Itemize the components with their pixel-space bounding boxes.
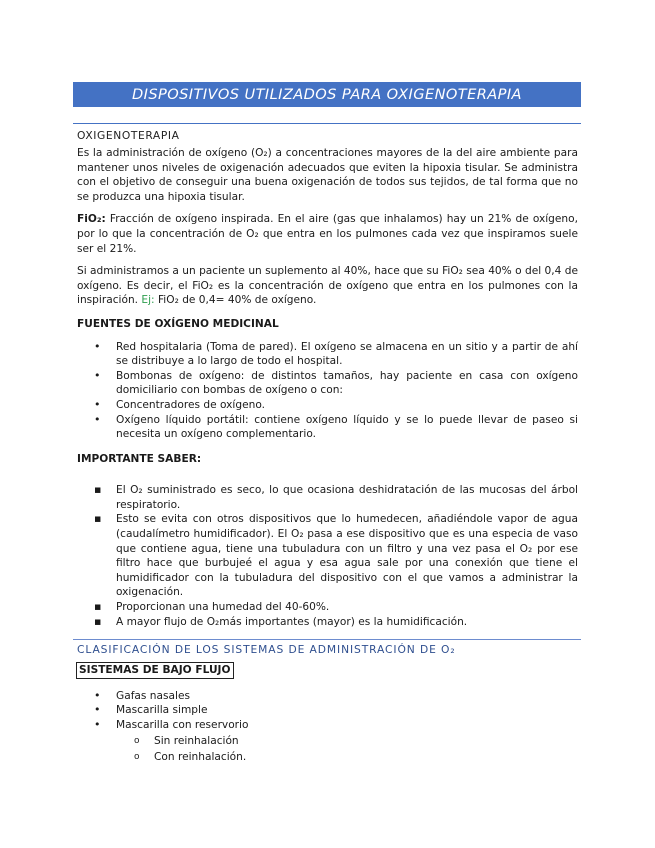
section-divider: [73, 123, 581, 124]
list-item: o Sin reinhalación: [134, 734, 239, 747]
low-flow-heading: SISTEMAS DE BAJO FLUJO: [76, 662, 234, 679]
section-heading-oxigenoterapia: OXIGENOTERAPIA: [77, 129, 180, 142]
list-item: ▪ Proporcionan una humedad del 40-60%.: [94, 600, 330, 614]
list-item: ▪ El O₂ suministrado es seco, lo que ocasiona deshidratación de las mucosas del árbol respiratorio.: [94, 483, 578, 511]
list-item: • Mascarilla simple: [94, 703, 208, 717]
fio2-paragraph: [77, 212, 578, 256]
document-page: [77, 82, 578, 765]
list-item: • Gafas nasales: [94, 688, 191, 702]
list-item: o Con reinhalación.: [134, 750, 247, 763]
low-flow-list: [77, 689, 578, 733]
document-title: DISPOSITIVOS UTILIZADOS PARA OXIGENOTERAPIA: [73, 82, 581, 107]
classification-heading: CLASIFICACIÓN DE LOS SISTEMAS DE ADMINISTRACIÓN DE O₂: [77, 643, 456, 657]
list-item: • Red hospitalaria (Toma de pared). El oxígeno se almacena en un sitio y a partir de ahí se distribuye a lo largo de todo el hospital.: [94, 339, 578, 368]
supplement-text: Si administramos a un paciente un suplemento al 40%, hace que su FiO₂ sea 40% o del 0,4 de oxígeno. Es decir, el FiO₂ es la concentración de oxígeno que entra en los pulmones con la inspiración.: [77, 265, 578, 307]
section-divider: [73, 639, 581, 640]
list-item: • Bombonas de oxígeno: de distintos tamaños, hay paciente en casa con oxígeno domiciliario con bombas de oxígeno o con:: [94, 368, 578, 397]
list-item: ▪ A mayor flujo de O₂más importantes (mayor) es la humidificación.: [94, 614, 468, 628]
supplement-paragraph: [77, 264, 578, 308]
list-item: • Oxígeno líquido portátil: contiene oxígeno líquido y se lo puede llevar de paseo si necesita un oxígeno complementario.: [94, 412, 578, 441]
example-label: Ej:: [141, 294, 155, 307]
definition-paragraph: Es la administración de oxígeno (O₂) a concentraciones mayores de la del aire ambiente para mantener unos niveles de oxigenación adecuados que eviten la hipoxia tisular. Se administra con el objetivo de conseguir una buena oxigenación de todos sus tejidos, de tal forma que no se produzca una hipoxia tisular.: [77, 147, 578, 203]
important-list: [77, 483, 578, 629]
fio2-term: FiO₂:: [77, 213, 106, 226]
list-item: • Concentradores de oxígeno.: [94, 397, 265, 411]
important-heading: IMPORTANTE SABER:: [77, 452, 202, 465]
reservoir-sublist: [77, 733, 578, 765]
example-text: FiO₂ de 0,4= 40% de oxígeno.: [154, 294, 317, 307]
list-item: ▪ Esto se evita con otros dispositivos que lo humedecen, añadiéndole vapor de agua (caudalímetro humidificador). El O₂ pasa a ese dispositivo que es una especia de vaso que contiene agua, tiene una tubuladura con un filtro y una vez pasa el O₂ por ese filtro hace que burbujeé el agua y esa agua sale por una conexión que tiene el humidificador con la tubuladura del dispositivo con el que vamos a administrar la oxigenación.: [94, 512, 578, 599]
fio2-text: Fracción de oxígeno inspirada. En el aire (gas que inhalamos) hay un 21% de oxígeno, por lo que la concentración de O₂ que entra en los pulmones cada vez que inspiramos suele ser el 21%.: [77, 213, 578, 255]
sources-heading: FUENTES DE OXÍGENO MEDICINAL: [77, 317, 279, 330]
list-item: • Mascarilla con reservorio: [94, 718, 249, 731]
sources-list: [77, 340, 578, 442]
